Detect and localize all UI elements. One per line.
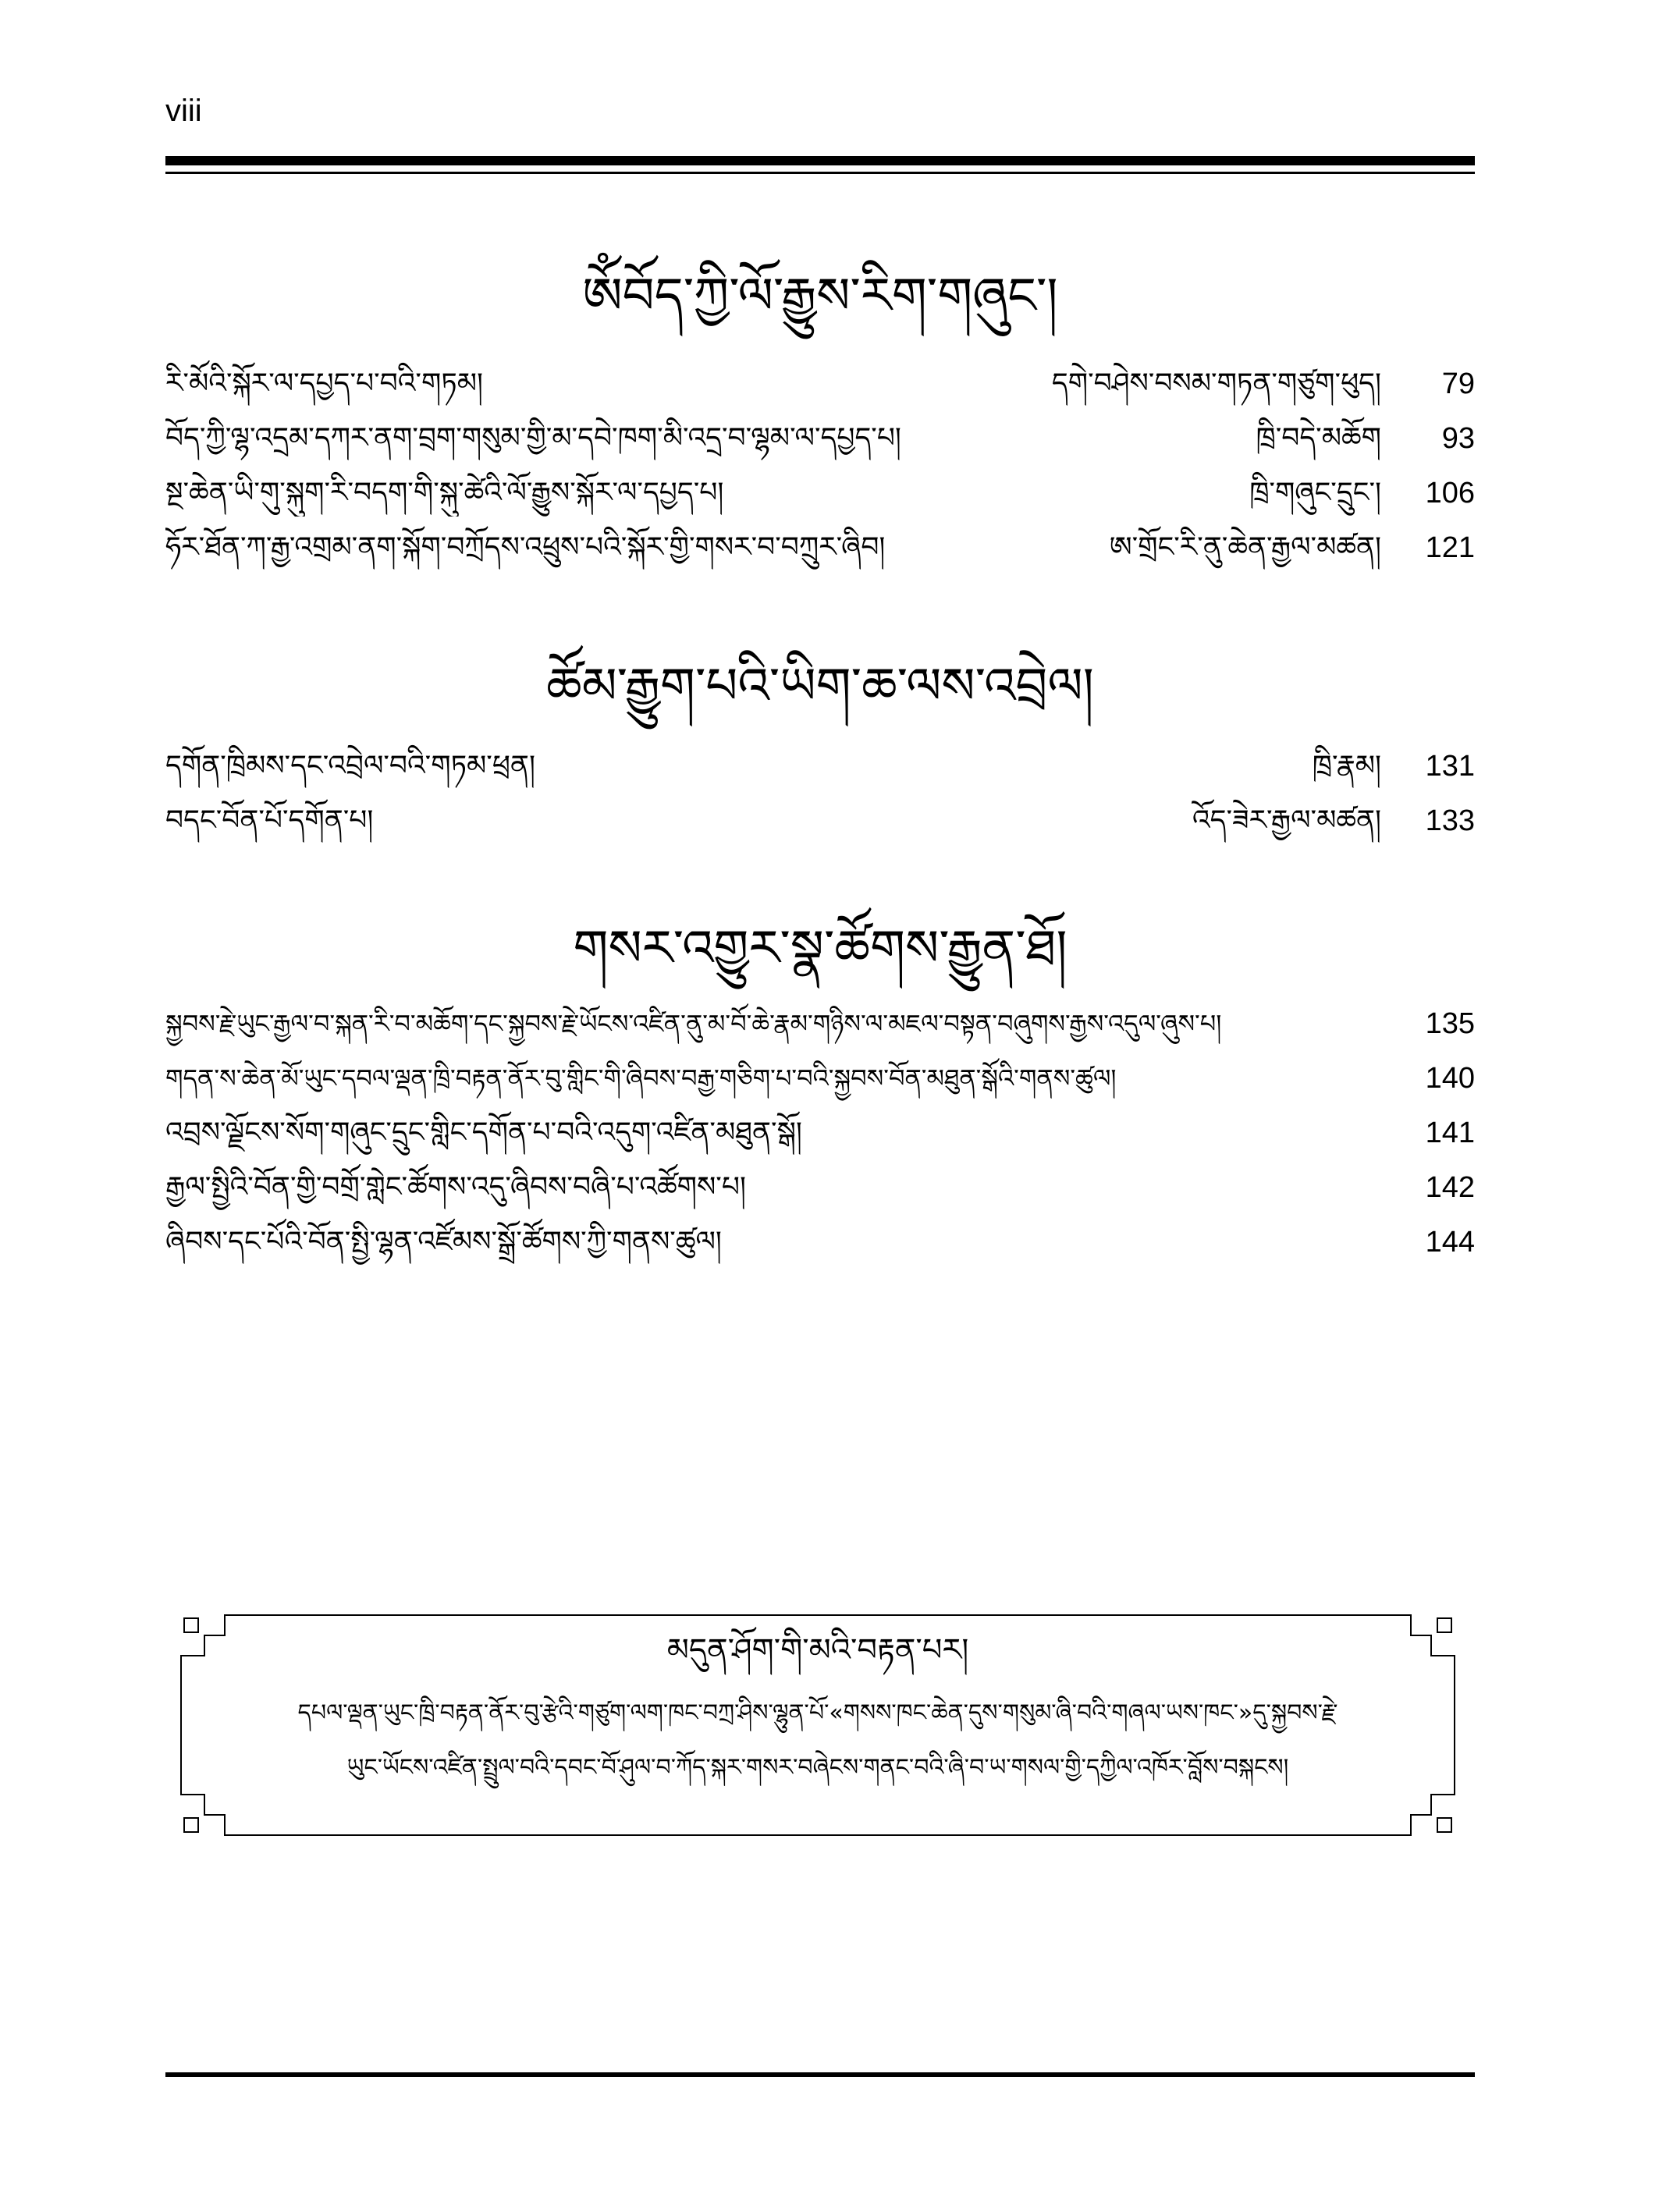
cover-note-line: དཔལ་ལྡན་ཡུང་ཁྲི་བརྟན་ནོར་བུ་རྩེའི་གཙུག་ལག་ཁང་བཀྲ་ཤིས་ལྷུན་པོ་«གསས་ཁང་ཆེན་དུས་གསུམ་ཞི་བའི་གཞལ་ཡས་ཁང་»དུ་སྐྱབས་རྗེ་ bbox=[297, 1699, 1338, 1727]
header-rule-thin bbox=[165, 172, 1475, 174]
toc-entry-author: འོད་ཟེར་རྒྱལ་མཚན། bbox=[1192, 804, 1381, 836]
cover-note-heading: མདུན་ཤོག་གི་མའི་བརྟན་པར། bbox=[666, 1632, 969, 1668]
toc-entry-author: དགེ་བཤེས་བསམ་གཏན་གཙུག་ཕུད། bbox=[1051, 367, 1381, 399]
toc-entry[interactable] bbox=[165, 1164, 1475, 1211]
toc-entry[interactable] bbox=[165, 797, 1475, 844]
toc-entry-page: 79 bbox=[1441, 367, 1475, 400]
toc-entry-title: སྐྱབས་རྗེ་ཡུང་རྒྱལ་བ་སྐན་རི་བ་མཆོག་དང་སྐྱབས་རྗེ་ཡོངས་འཛིན་ནུ་མ་བོ་ཆེ་རྣམ་གཉིས་ལ་མཇལ་བསྟན་བཞུགས་རྒྱས་འདུལ་ཞུས་པ། bbox=[165, 1009, 1222, 1039]
toc-entry-title: ཞིབས་དང་པོའི་བོན་སྤྱི་ལྷན་འཛོམས་སྒྲོ་ཚོགས་ཀྱི་གནས་ཚུལ། bbox=[165, 1226, 722, 1258]
section-heading-news: གསར་འགྱུར་སྣ་ཚོགས་རྒྱུན་ཐོ། bbox=[573, 920, 1068, 978]
section-heading-documents: ཚོམ་རྒྱུག་པའི་ཡིག་ཆ་ལས་འབྲེལ། bbox=[546, 658, 1094, 715]
toc-entry-title: རི་མོའི་སྐོར་ལ་དཔྱད་པ་བའི་གཏམ། bbox=[165, 367, 484, 399]
toc-entry-page: 131 bbox=[1425, 750, 1475, 783]
toc-entry-page: 142 bbox=[1425, 1171, 1475, 1204]
toc-entry[interactable] bbox=[165, 743, 1475, 790]
toc-entry-page: 140 bbox=[1425, 1062, 1475, 1095]
cover-note-line: ཡུང་ཡོངས་འཛིན་སྤྲུལ་བའི་དབང་བོ་ཤུལ་བ་ཀོད་སྐར་གསར་བཞེངས་གནང་བའི་ཞི་བ་ཡ་གསལ་གྱི་དཀྱིལ་འཁོར་བློས་བསྐངས། bbox=[346, 1754, 1289, 1781]
toc-entry-page: 144 bbox=[1425, 1226, 1475, 1259]
toc-entry[interactable] bbox=[165, 1110, 1475, 1156]
toc-entry[interactable] bbox=[165, 1000, 1475, 1047]
toc-entry-title: བོད་ཀྱི་ལྷ་འདྲམ་དཀར་ནག་བྲག་གསུམ་གྱི་མ་དབེ་ཁག་མི་འདྲ་བ་ལྷམ་ལ་དཔྱད་པ། bbox=[165, 422, 901, 454]
toc-entry[interactable] bbox=[165, 1055, 1475, 1102]
toc-entry-page: 135 bbox=[1425, 1007, 1475, 1040]
toc-entry-page: 106 bbox=[1425, 477, 1475, 510]
toc-entry-title: གདན་ས་ཆེན་མོ་ཡུང་དབལ་ལྡན་ཁྲི་བརྟན་ནོར་བུ་གླིང་གི་ཞིབས་བརྒྱ་གཅིག་པ་བའི་སྐྱབས་བོན་མཐུན་སྒོའི་གནས་ཚུལ། bbox=[165, 1063, 1117, 1093]
cover-note-box bbox=[178, 1612, 1458, 1838]
toc-entry-title: ཧོར་ཐོན་ཀ་རྒྱ་འགྲམ་ནག་སྐོག་བཀྲོདས་འཕྲུས་པའི་སྐོར་གྱི་གསར་བ་བཀྲུར་ཞིབ། bbox=[165, 531, 886, 563]
section-heading-history: ༀབོད་ཀྱི་ལོ་རྒྱུས་རིག་གཞུང་། bbox=[582, 268, 1058, 325]
toc-entry[interactable] bbox=[165, 470, 1475, 517]
toc-entry-title: འབྲས་ལྗོངས་སོག་གཞུང་དྲུང་གླིང་དགོན་པ་བའི་འདུག་འཛིན་མཐུན་སྒོ། bbox=[165, 1117, 802, 1149]
page-number: viii bbox=[165, 94, 202, 128]
header-rule-thick bbox=[165, 156, 1475, 165]
toc-entry-author: ཨ་གྲོང་རི་ནུ་ཆེན་རྒྱལ་མཚན། bbox=[1109, 531, 1381, 563]
toc-entry-author: ཁྲི་གཞུང་དྲུང་། bbox=[1249, 477, 1381, 509]
toc-entry-page: 121 bbox=[1425, 531, 1475, 564]
toc-entry-title: དགོན་ཁྲིམས་དང་འབྲེལ་བའི་གཏམ་ཕྲན། bbox=[165, 750, 535, 782]
toc-entry-page: 93 bbox=[1441, 422, 1475, 455]
toc-entry[interactable] bbox=[165, 360, 1475, 407]
toc-entry[interactable] bbox=[165, 1219, 1475, 1266]
toc-entry-page: 133 bbox=[1425, 804, 1475, 837]
toc-entry-author: ཁྲི་རྣམ། bbox=[1312, 750, 1381, 782]
toc-entry-title: སྔ་ཆེན་ཡི་གུ་སྐུག་རི་བདག་གི་སྐུ་ཚེའི་ལོ་རྒྱུས་སྐོར་ལ་དཔྱད་པ། bbox=[165, 477, 724, 509]
toc-entry-author: ཁྲི་བདེ་མཆོག bbox=[1256, 422, 1381, 454]
toc-entry[interactable] bbox=[165, 415, 1475, 462]
toc-entry-title: རྒྱལ་སྤྱིའི་བོན་གྱི་བགྲོ་གླེང་ཚོགས་འདུ་ཞིབས་བཞི་པ་འཚོགས་པ། bbox=[165, 1171, 746, 1203]
toc-entry-page: 141 bbox=[1425, 1117, 1475, 1149]
toc-entry-title: བདང་བོན་པོ་དགོན་པ། bbox=[165, 804, 374, 836]
footer-rule bbox=[165, 2072, 1475, 2077]
toc-entry[interactable] bbox=[165, 524, 1475, 571]
